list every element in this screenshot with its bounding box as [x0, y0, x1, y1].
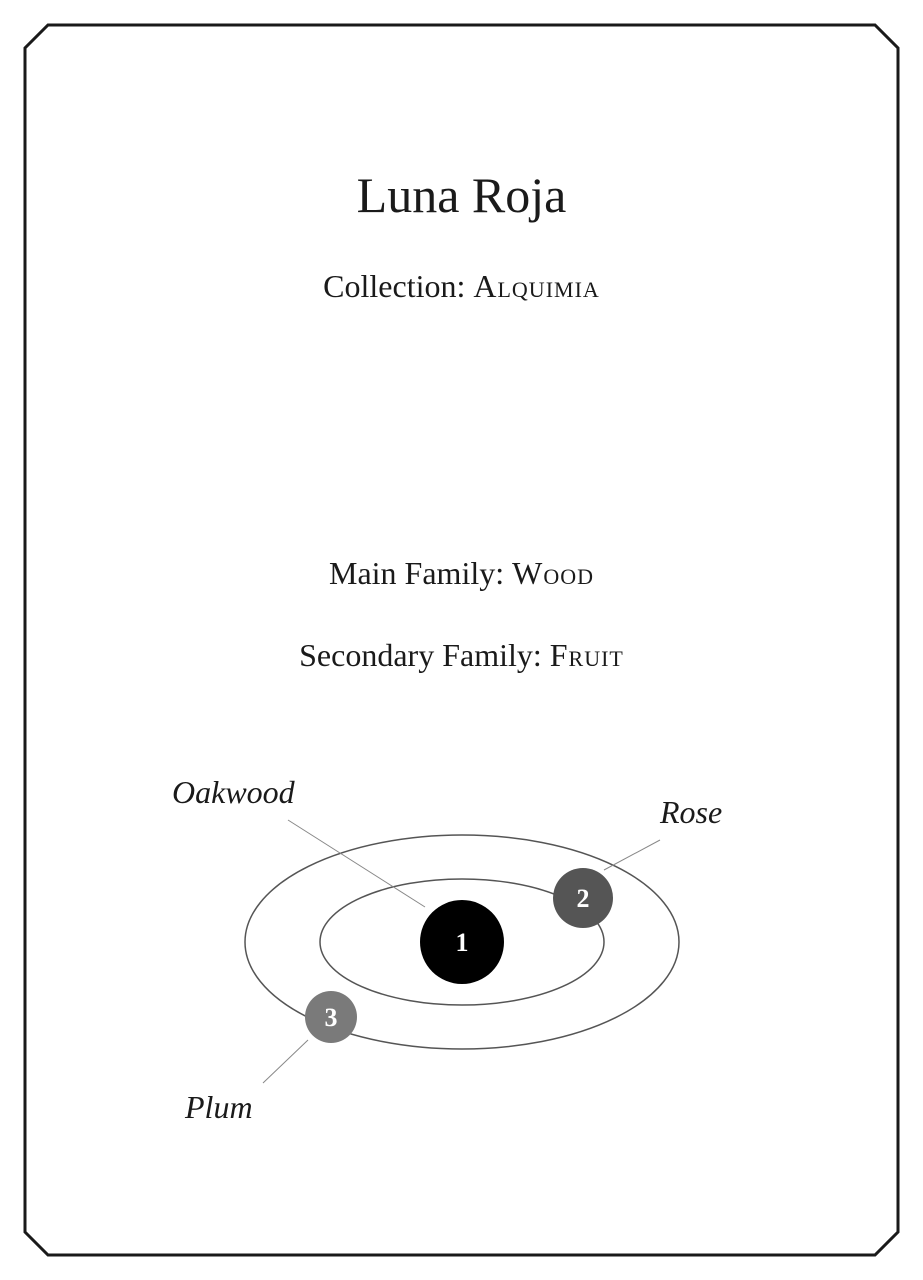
note-3-label: Plum: [185, 1089, 253, 1125]
main-family-label: Main Family:: [329, 555, 513, 591]
note-1-label: Oakwood: [172, 774, 295, 810]
secondary-family-label: Secondary Family:: [299, 637, 550, 673]
note-2-label: Rose: [660, 794, 723, 830]
note-3-number: 3: [324, 1003, 338, 1032]
collection-value: Alquimia: [473, 268, 600, 304]
note-2-number: 2: [576, 884, 590, 913]
oakwood-leader-line: [288, 820, 425, 907]
perfume-title: Luna Roja: [356, 167, 567, 223]
rose-leader-line: [604, 840, 660, 870]
note-1-number: 1: [455, 928, 469, 957]
secondary-family-value: Fruit: [549, 637, 624, 673]
collection-label: Collection:: [323, 268, 474, 304]
main-family-value: Wood: [512, 555, 594, 591]
plum-leader-line: [263, 1040, 308, 1083]
